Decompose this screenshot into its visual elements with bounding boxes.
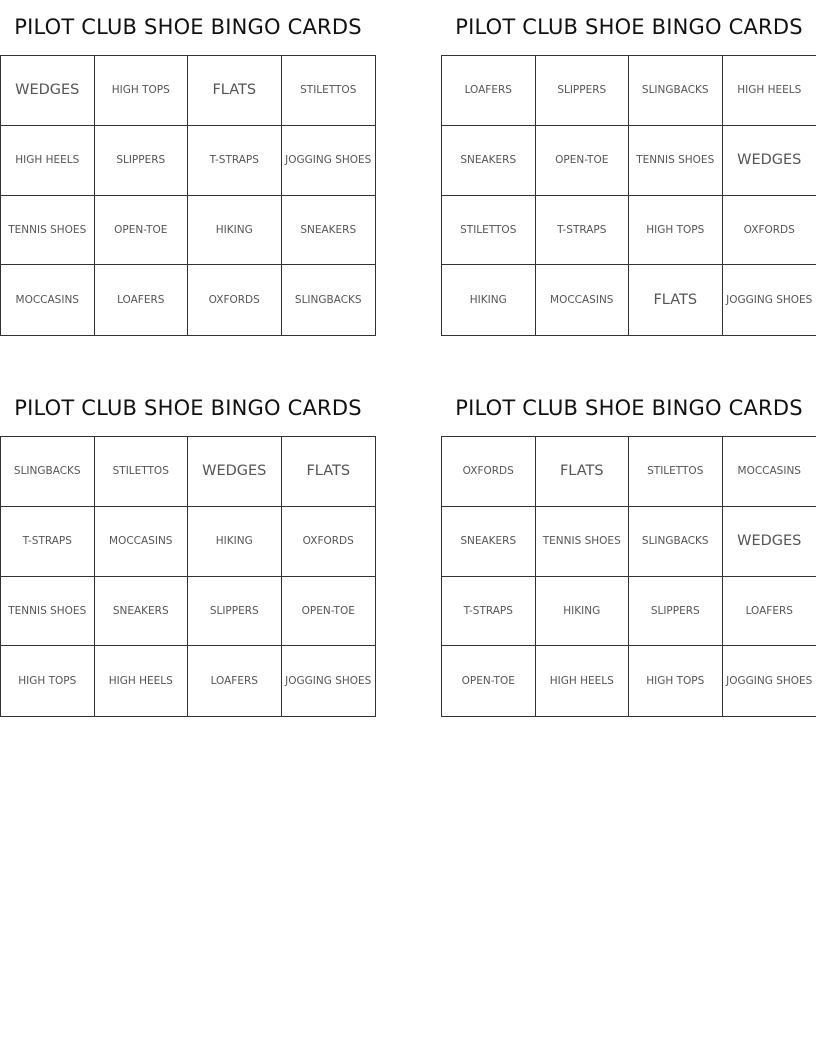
bingo-cell: TENNIS SHOES [1,577,95,647]
bingo-cell: SLIPPERS [536,56,630,126]
bingo-cell: HIGH HEELS [536,646,630,716]
bingo-cell: MOCCASINS [95,507,189,577]
bingo-cell: HIKING [536,577,630,647]
bingo-cell: FLATS [282,437,376,507]
bingo-cell: T-STRAPS [1,507,95,577]
bingo-cell: OPEN-TOE [282,577,376,647]
bingo-cell: MOCCASINS [1,265,95,335]
bingo-cell: JOGGING SHOES [285,675,372,688]
bingo-cell: JOGGING SHOES [726,294,813,307]
bingo-cell: OPEN-TOE [442,646,536,716]
card-title: PILOT CLUB SHOE BINGO CARDS [455,15,803,39]
bingo-cell: SLIPPERS [188,577,282,647]
bingo-cell: T-STRAPS [188,126,282,196]
bingo-cell: LOAFERS [723,577,816,647]
bingo-cell: HIGH TOPS [95,56,189,126]
bingo-cell: HIGH HEELS [95,646,189,716]
bingo-cell: HIGH TOPS [629,646,723,716]
bingo-cell: HIGH HEELS [1,126,95,196]
card-title: PILOT CLUB SHOE BINGO CARDS [14,15,362,39]
bingo-cell: OXFORDS [282,507,376,577]
bingo-cell: JOGGING SHOES [282,126,376,196]
bingo-grid [0,436,376,717]
bingo-cell: LOAFERS [442,56,536,126]
bingo-cell: WEDGES [1,56,95,126]
bingo-cell: JOGGING SHOES [726,675,813,688]
bingo-cell: STILETTOS [95,437,189,507]
bingo-cell: SLINGBACKS [629,56,723,126]
bingo-cell: FLATS [629,265,723,335]
bingo-cell: T-STRAPS [442,577,536,647]
bingo-cell: OPEN-TOE [536,126,630,196]
bingo-cell: STILETTOS [442,196,536,266]
bingo-grid [441,55,816,336]
bingo-cell: HIKING [188,196,282,266]
bingo-cell: SNEAKERS [282,196,376,266]
bingo-cell: LOAFERS [95,265,189,335]
bingo-cell: FLATS [188,56,282,126]
bingo-cell: SNEAKERS [442,507,536,577]
bingo-cell: TENNIS SHOES [1,196,95,266]
bingo-cell: TENNIS SHOES [629,126,723,196]
bingo-cell: T-STRAPS [536,196,630,266]
bingo-cell: OXFORDS [723,196,816,266]
bingo-cell: MOCCASINS [536,265,630,335]
bingo-cell: WEDGES [188,437,282,507]
bingo-cell: HIKING [188,507,282,577]
bingo-grid [0,55,376,336]
bingo-cell: STILETTOS [629,437,723,507]
bingo-cell: SLIPPERS [95,126,189,196]
bingo-cell: SLINGBACKS [294,294,362,307]
bingo-cell: FLATS [536,437,630,507]
bingo-grid [441,436,816,717]
bingo-cell: TENNIS SHOES [536,507,630,577]
bingo-cell: HIGH TOPS [629,196,723,266]
bingo-cell: SLINGBACKS [1,437,95,507]
card-title: PILOT CLUB SHOE BINGO CARDS [455,396,803,420]
bingo-cell: HIKING [442,265,536,335]
bingo-cell: WEDGES [723,507,816,577]
bingo-cell: HIGH HEELS [723,56,816,126]
bingo-cell: WEDGES [723,126,816,196]
card-title: PILOT CLUB SHOE BINGO CARDS [14,396,362,420]
bingo-cell: LOAFERS [188,646,282,716]
bingo-cell: SLIPPERS [629,577,723,647]
bingo-cell: SNEAKERS [442,126,536,196]
bingo-cell: SNEAKERS [95,577,189,647]
bingo-cell: MOCCASINS [723,437,816,507]
bingo-cell: OXFORDS [188,265,282,335]
bingo-cell: HIGH TOPS [1,646,95,716]
bingo-cell: OPEN-TOE [95,196,189,266]
bingo-cell: OXFORDS [442,437,536,507]
bingo-cell: SLINGBACKS [629,507,723,577]
bingo-cell: STILETTOS [282,56,376,126]
